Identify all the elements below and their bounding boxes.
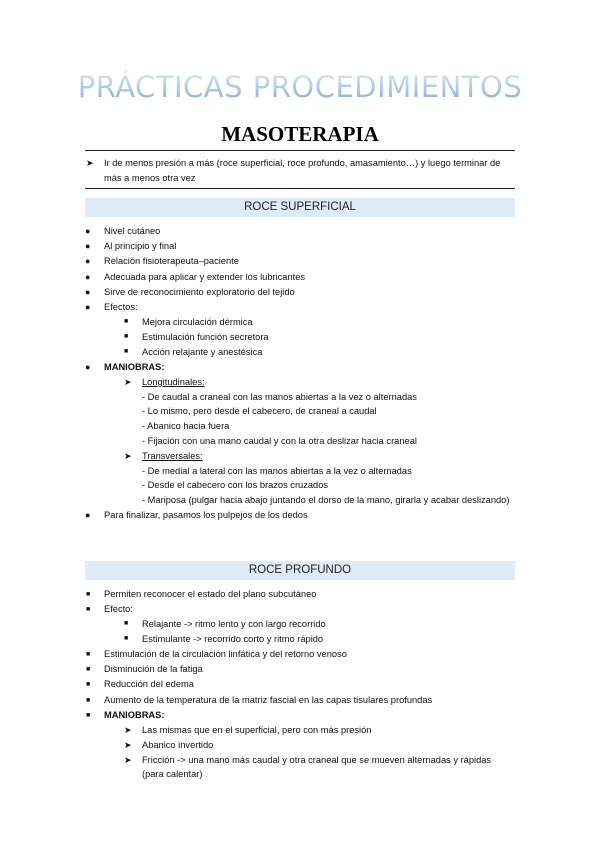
section-heading-roce-profundo: ROCE PROFUNDO [85, 561, 515, 580]
roce-profundo-list [86, 587, 514, 782]
list-item: ➤ Abanico invertido [142, 738, 514, 753]
bullet-icon: ● [85, 302, 91, 313]
arrow-bullet-icon: ➤ [86, 158, 94, 168]
square-bullet-icon: ■ [86, 666, 91, 674]
list-item-longitudinales: ➤ Longitudinales: - De caudal a craneal con las manos abiertas a la vez o alternadas - Lo mismo, pero desde el cabecero, de craneal a caudal - Abanico hacia fuera - Fijación con una mano caudal y con la otra deslizar hacia craneal [142, 375, 514, 449]
list-item-efecto: ■ Efecto: ■ Relajante -> ritmo lento y con largo recorrido ■ Estimulante -> recorrido corto y ritmo rápido [104, 602, 514, 647]
square-bullet-icon: ■ [86, 606, 91, 614]
square-bullet-icon: ■ [86, 591, 91, 598]
bullet-icon: ● [85, 271, 91, 282]
square-bullet-icon: ■ [124, 318, 129, 326]
square-bullet-icon: ■ [124, 333, 129, 341]
list-item: - Desde el cabecero con los brazos cruzados [142, 480, 329, 491]
list-item: ■ Aumento de la temperatura de la matriz fascial en las capas tisulares profundas [104, 693, 514, 708]
list-item: - Lo mismo, pero desde el cabecero, de craneal a caudal [142, 406, 377, 417]
bullet-icon: ● [85, 241, 91, 252]
list-item: ■ Estimulante -> recorrido corto y ritmo rápido [142, 632, 514, 647]
efectos-list [104, 315, 514, 359]
title-divider [85, 150, 515, 151]
section-heading-roce-superficial: ROCE SUPERFICIAL [85, 198, 515, 217]
maniobras-profundo-list [104, 723, 514, 782]
list-item-maniobras: ● MANIOBRAS: ➤ Longitudinales: - De caudal a craneal con las manos abiertas a la vez o alternadas - Lo mismo, pero desde el cabecero, de craneal a caudal - Abanico hacia fuera - Fijación con una mano caudal y con la otra deslizar hacia craneal ➤ Transversales: - De medial a lateral con las manos abiertas a la vez o alternadas - Desde el cabecero con los brazos cruzados - Mariposa (pulgar hacia abajo juntando el dorso de la mano, girarla y acabar deslizando) [104, 360, 514, 508]
square-bullet-icon: ■ [86, 681, 91, 689]
bullet-icon: ● [85, 286, 91, 297]
list-item: - De caudal a craneal con las manos abiertas a la vez o alternadas [142, 391, 417, 402]
square-bullet-icon: ■ [86, 696, 91, 704]
document-subtitle: MASOTERAPIA [221, 122, 379, 146]
intro-paragraph [86, 156, 514, 186]
bullet-icon: ● [85, 509, 91, 520]
list-item: ■ Acción relajante y anestésica [142, 345, 514, 360]
square-bullet-icon: ■ [124, 620, 129, 628]
square-bullet-icon: ■ [124, 635, 129, 643]
list-item: ● Relación fisioterapeuta–paciente [104, 254, 514, 269]
list-item: ■ Relajante -> ritmo lento y con largo recorrido [142, 617, 514, 632]
transversales-list [142, 464, 514, 508]
bullet-icon: ● [85, 256, 91, 267]
list-item: - Mariposa (pulgar hacia abajo juntando el dorso de la mano, girarla y acabar deslizando) [142, 495, 510, 506]
list-item: ● Adecuada para aplicar y extender los lubricantes [104, 270, 514, 285]
list-item: ● Para finalizar, pasamos los pulpejos de los dedos [104, 508, 514, 523]
list-item: ■ Mejora circulación dérmica [142, 315, 514, 330]
list-item: ■ Estimulación función secretora [142, 330, 514, 345]
document-title: PRÁCTICAS PROCEDIMIENTOS [0, 70, 600, 104]
list-item-transversales: ➤ Transversales: - De medial a lateral con las manos abiertas a la vez o alternadas - Desde el cabecero con los brazos cruzados - Mariposa (pulgar hacia abajo juntando el dorso de la mano, girarla y acabar deslizando) [142, 449, 514, 508]
intro-divider [85, 188, 515, 189]
arrow-bullet-icon: ➤ [124, 739, 132, 750]
list-item: ■ Estimulación de la circulación linfática y del retorno venoso [104, 647, 514, 662]
list-item: ➤ Fricción -> una mano más caudal y otra craneal que se mueven alternadas y rápidas (para calentar) [124, 754, 492, 780]
roce-superficial-list [85, 224, 514, 523]
intro-text: Ir de menos presión a más (roce superficial, roce profundo, amasamiento…) y luego terminar de más a menos otra vez [104, 158, 501, 183]
list-item: - Abanico hacia fuera [142, 421, 230, 432]
maniobras-list [104, 375, 514, 508]
list-item: ■ Disminución de la fatiga [104, 662, 514, 677]
list-item: ● Nivel cutáneo [104, 224, 514, 239]
efecto-list [104, 617, 514, 647]
arrow-bullet-icon: ➤ [124, 725, 132, 736]
arrow-bullet-icon: ➤ [124, 754, 132, 765]
square-bullet-icon: ■ [86, 651, 91, 658]
list-item: ■ Reducción del edema [104, 677, 514, 692]
list-item: ➤ Las mismas que en el superficial, pero con más presión [142, 723, 514, 738]
list-item: - De medial a lateral con las manos abiertas a la vez o alternadas [142, 465, 412, 476]
list-item: - Fijación con una mano caudal y con la otra deslizar hacia craneal [142, 436, 417, 446]
list-item: ● Al principio y final [104, 239, 514, 254]
bullet-icon: ● [85, 361, 91, 372]
square-bullet-icon: ■ [86, 711, 91, 719]
list-item-efectos: ● Efectos: ■ Mejora circulación dérmica ■ Estimulación función secretora ■ Acción relajante y anestésica [104, 300, 514, 360]
list-item: ■ Permiten reconocer el estado del plano subcutáneo [104, 587, 514, 602]
list-item: ● Sirve de reconocimiento exploratorio del tejido [104, 285, 514, 300]
bullet-icon: ● [85, 226, 91, 236]
list-item-maniobras: ■ MANIOBRAS: ➤ Las mismas que en el superficial, pero con más presión ➤ Abanico invertido ➤ Fricción -> una mano más caudal y otra craneal que se mueven alternadas y rápidas (para calentar) [104, 708, 514, 782]
longitudinales-list [142, 390, 514, 449]
arrow-bullet-icon: ➤ [124, 450, 132, 461]
square-bullet-icon: ■ [124, 347, 129, 355]
arrow-bullet-icon: ➤ [124, 376, 132, 387]
